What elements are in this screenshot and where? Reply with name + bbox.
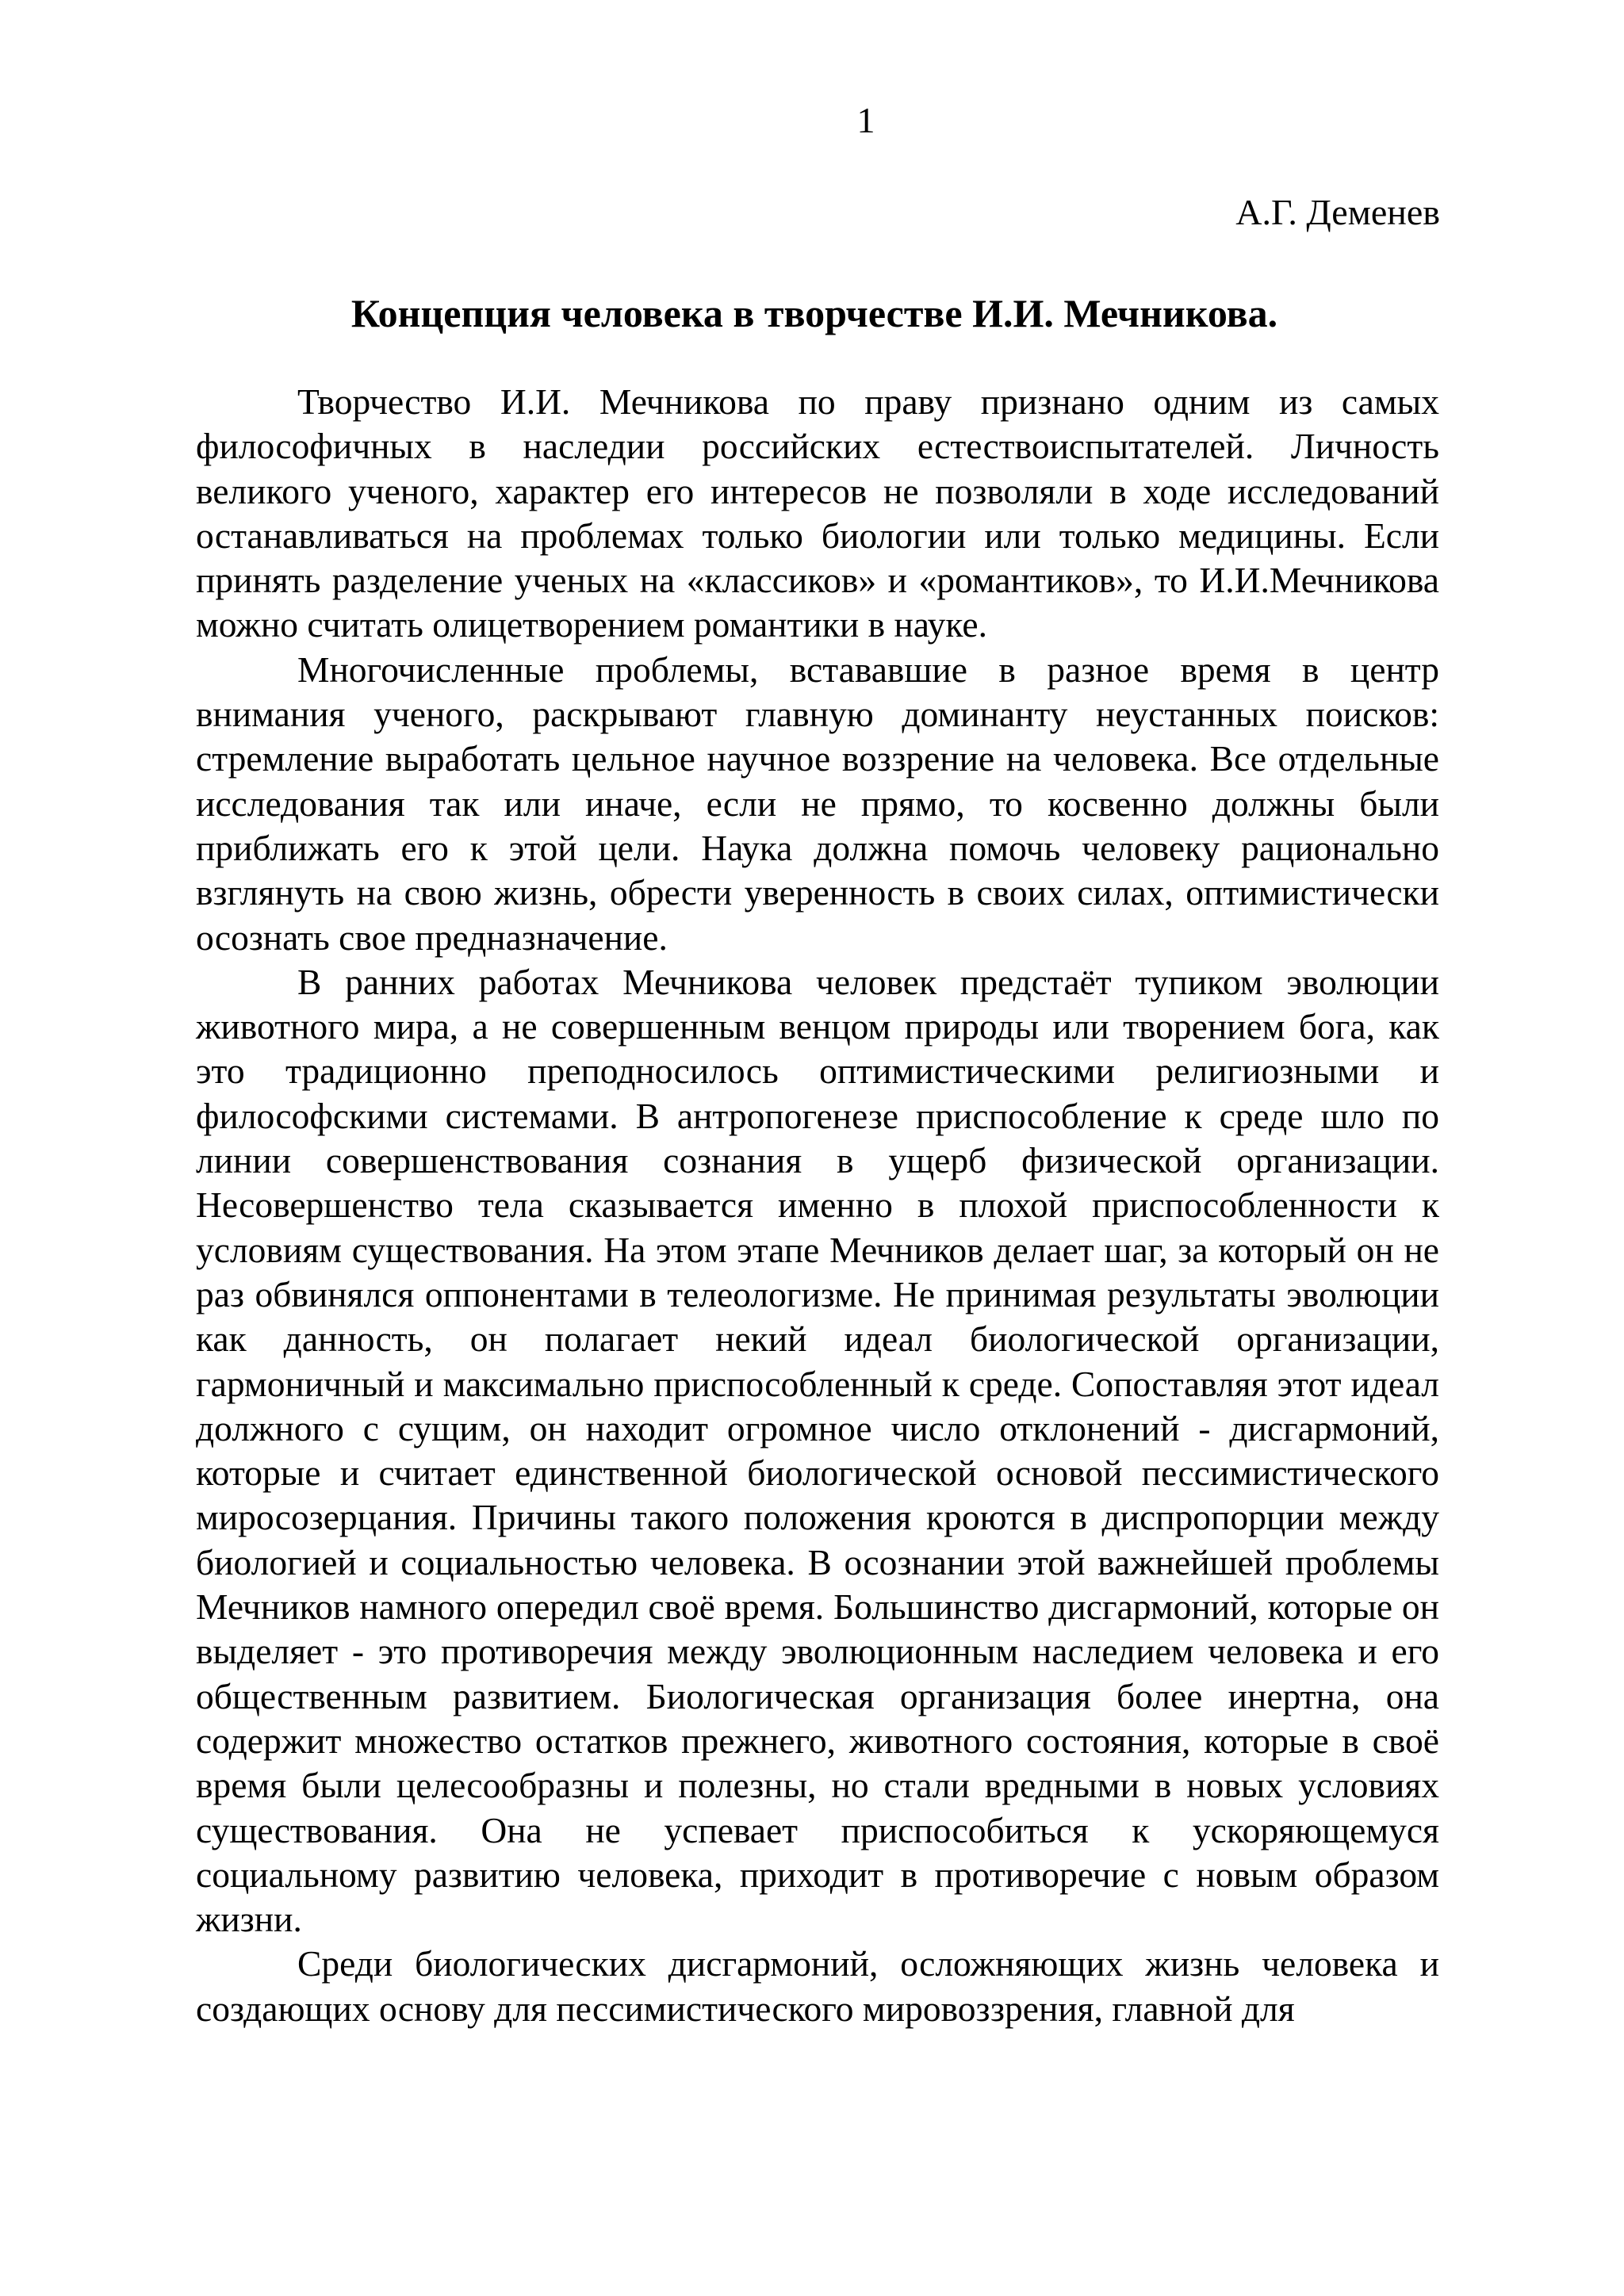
body-text xyxy=(196,380,1439,2031)
paragraph: Многочисленные проблемы, встававшие в разное время в центр внимания ученого, раскрывают главную доминанту неустанных поисков: стремление выработать цельное научное воззрение на человека. Все отдельные исследования так или иначе, если не прямо, то косвенно должны были приближать его к этой цели. Наука должна помочь человеку рационально взглянуть на свою жизнь, обрести уверенность в своих силах, оптимистически осознать свое предназначение. xyxy=(196,649,1439,958)
paragraph: В ранних работах Мечникова человек предстаёт тупиком эволюции животного мира, а не совершенным венцом природы или творением бога, как это традиционно преподносилось оптимистическими религиозными и философскими системами. В антропогенезе приспособление к среде шло по линии совершенствования сознания в ущерб физической организации. Несовершенство тела сказывается именно в плохой приспособленности к условиям существования. На этом этапе Мечников делает шаг, за который он не раз обвинялся оппонентами в телеологизме. Не принимая результаты эволюции как данность, он полагает некий идеал биологической организации, гармоничный и максимально приспособленный к среде. Сопоставляя этот идеал должного с сущим, он находит огромное число отклонений - дисгармоний, которые и считает единственной биологической основой пессимистического миросозерцания. Причины такого положения кроются в диспропорции между биологией и социальностью человека. В осознании этой важнейшей проблемы Мечников намного опередил своё время. Большинство дисгармоний, которые он выделяет - это противоречия между эволюционным наследием человека и его общественным развитием. Биологическая организация более инертна, она содержит множество остатков прежнего, животного состояния, которые в своё время были целесообразны и полезны, но стали вредными в новых условиях существования. Она не успевает приспособиться к ускоряющемуся социальному развитию человека, приходит в противоречие с новым образом жизни. xyxy=(196,961,1439,1940)
document-title: Концепция человека в творчестве И.И. Мечникова. xyxy=(350,291,1278,335)
author-name: А.Г. Деменев xyxy=(1235,192,1440,232)
paragraph: Творчество И.И. Мечникова по праву признано одним из самых философичных в наследии российских естествоиспытателей. Личность великого ученого, характер его интересов не позволяли в ходе исследований останавливаться на проблемах только биологии или только медицины. Если принять разделение ученых на «классиков» и «романтиков», то И.И.Мечникова можно считать олицетворением романтики в науке. xyxy=(196,381,1439,645)
page-number: 1 xyxy=(856,100,875,140)
paragraph: Среди биологических дисгармоний, осложняющих жизнь человека и создающих основу для пессимистического мировоззрения, главной для xyxy=(196,1943,1439,2029)
